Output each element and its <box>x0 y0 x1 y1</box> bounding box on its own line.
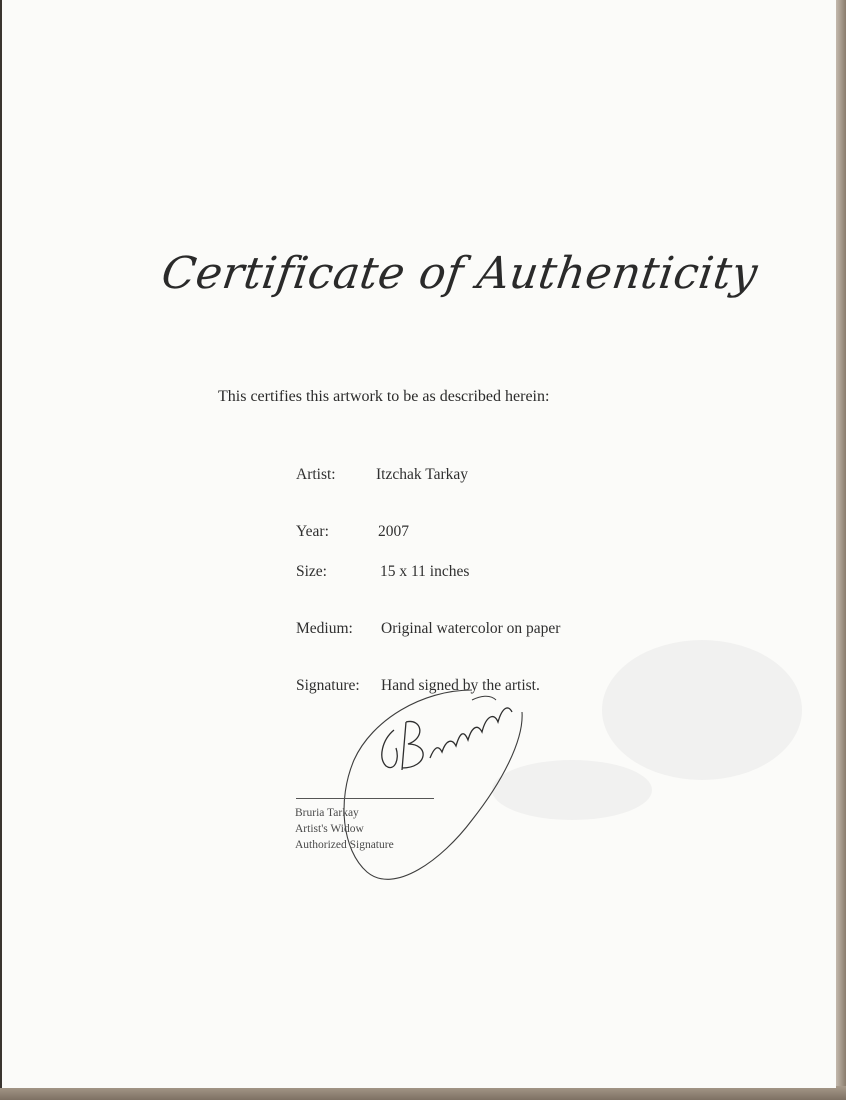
paper-smudge <box>602 640 802 780</box>
field-size-value: 15 x 11 inches <box>380 563 470 580</box>
signer-role: Artist's Widow <box>295 823 364 835</box>
certificate-title: Certificate of Authenticity <box>158 248 761 299</box>
signer-name: Bruria Tarkay <box>295 807 359 819</box>
field-artist-label: Artist: <box>296 466 336 483</box>
field-medium-label: Medium: <box>296 620 353 637</box>
paper-edge-bottom <box>0 1086 846 1100</box>
signature-line <box>296 798 434 799</box>
certificate-intro: This certifies this artwork to be as described herein: <box>218 388 550 405</box>
field-artist-value: Itzchak Tarkay <box>376 466 469 483</box>
field-medium-value: Original watercolor on paper <box>381 620 561 637</box>
paper-smudge <box>492 760 652 820</box>
handwritten-signature <box>2 0 836 1088</box>
field-year-value: 2007 <box>378 523 409 540</box>
field-size-label: Size: <box>296 563 327 580</box>
field-signature-value: Hand signed by the artist. <box>381 677 540 694</box>
signer-note: Authorized Signature <box>295 839 394 851</box>
field-year-label: Year: <box>296 523 329 540</box>
authorized-signer-block <box>295 805 394 853</box>
field-signature-label: Signature: <box>296 677 360 694</box>
